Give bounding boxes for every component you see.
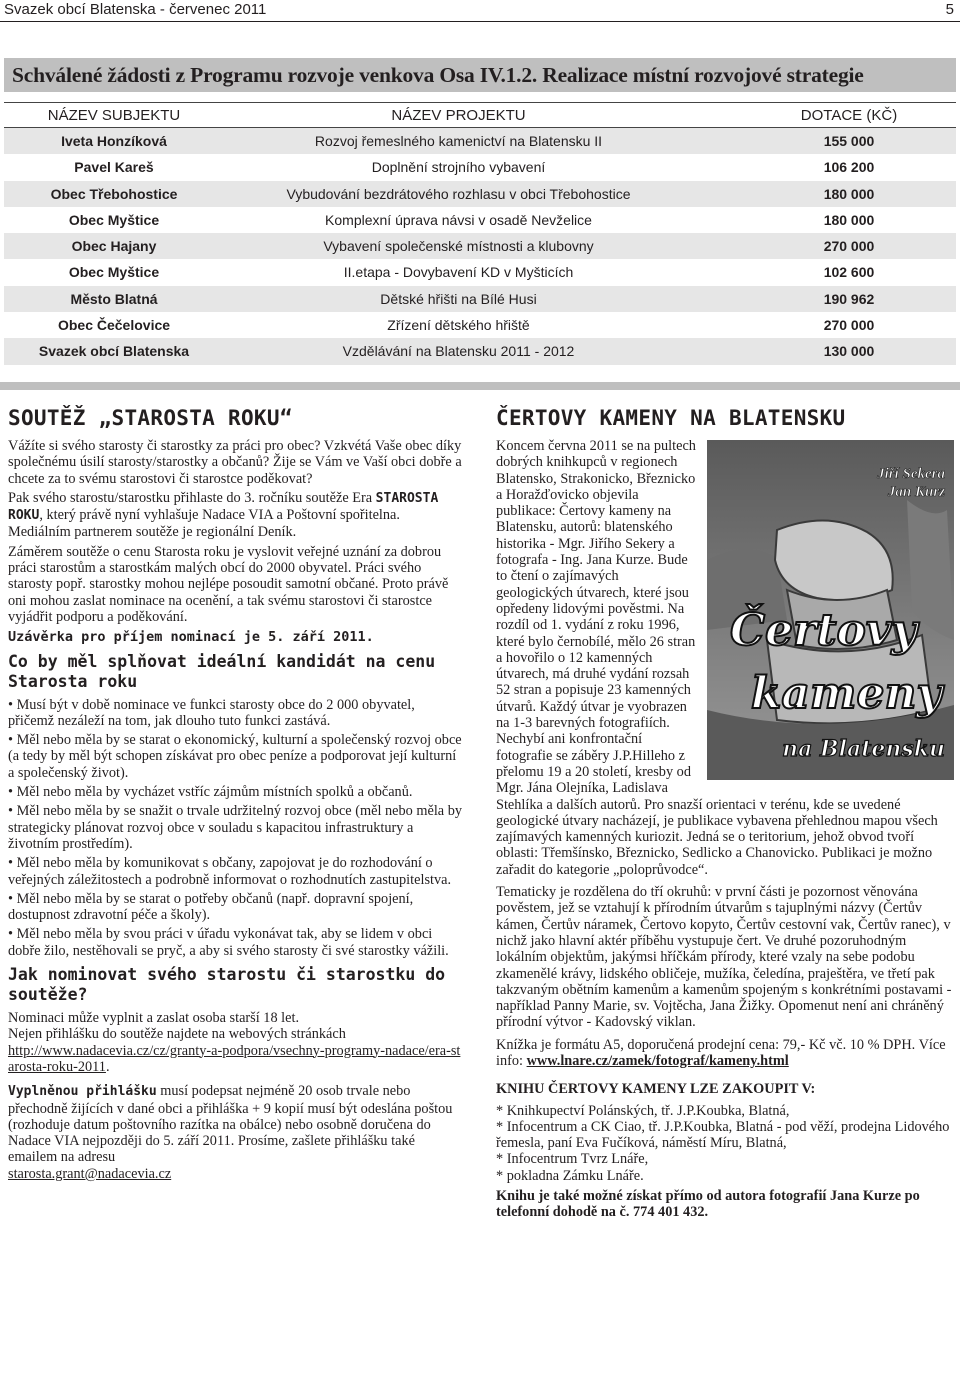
book-price: Knížka je formátu A5, doporučená prodejní cena: 79,- Kč vč. 10 % DPH. Více info: www.lnare.cz/zamek/fotograf/kameny.html [496, 1036, 946, 1069]
table-row [4, 338, 956, 364]
author-contact: Knihu je také možné získat přímo od autora fotografií Jana Kurze po telefonní dohodě na č. 774 401 432. [496, 1188, 920, 1221]
cell-project: Vzdělávání na Blatensku 2011 - 2012 [342, 343, 575, 360]
cell-project: Dětské hřišti na Bílé Husi [380, 290, 537, 307]
cell-subject: Iveta Honzíková [61, 133, 167, 149]
cover-title-3: na Blatensku [782, 736, 945, 762]
cell-grant: 270 000 [823, 238, 875, 255]
program-heading-band [4, 58, 956, 92]
contest-register-paragraph: Pak svého starostu/starostku přihlaste do 3. ročníku soutěže Era STAROSTA ROKU, který právě nyní vyhlašuje Nadace VIA a Poštovní spořitelna. Mediálním partnerem soutěže je regionální Deník. [8, 489, 439, 541]
table-row [4, 312, 956, 338]
cell-grant: 180 000 [823, 185, 875, 202]
table-row [4, 181, 956, 207]
candidate-criterion: • Měl nebo měla by se starat o potřeby občanů (např. dopravní spojení, dostupnost zdravotní péče a školy). [8, 890, 414, 924]
program-heading: Schválené žádosti z Programu rozvoje venkova Osa IV.1.2. Realizace místní rozvojové strategie [12, 63, 864, 87]
cover-title-2: kameny [750, 668, 942, 719]
book-themes: Tematicky je rozdělena do tří okruhů: v první části je pozornost věnována pověstem, jež se vztahují k přírodním útvarům s tajuplnými názvy (Čertův kámen, Čertův náramek, Čertovo kopyto, Čertův cestovní vak, Čertův ranec), v nichž jako hlavní aktér příběhu vystupuje čert. Ve druhé pozoruhodným lokálním objektům, jakýmsi hříčkám přírody, které vzaly na sebe podobu zkamenělé krávy, lidského obličeje, mužíka, čeledína, praještěra, ve třetí pak takzvaným obětním kamenům a kamenům spojeným s konkrétními postavami - například Panny Marie, sv. Vojtěcha, Jana Žižky. Opomenut není ani chráněný přírodní výtvor - Kadovský viklan. [496, 884, 952, 1031]
book-cover-image [707, 440, 954, 780]
cell-project: Vybavení společenské místnosti a klubovny [323, 238, 594, 255]
nomination-link[interactable]: http://www.nadacevia.cz/cz/granty-a-podpora/vsechny-programy-nadace/era-starosta-roku-2011 [8, 1042, 461, 1075]
book-description: Koncem června 2011 se na pultech dobrých knihkupců v regionech Blatensko, Strakonicko, Březnicko a Horažďovicko objevila publikace: Čertovy kameny na Blatensku, autorů: blatenského historika - Mgr. Jiřího Sekery a fotografa - Ing. Jana Kurze. Bude to čtení o zajímavých geologických útvarech, které jsou opředeny lidovými pověstmi. Na rozdíl od 1. vydání z roku 1996, které bylo černobílé, mělo 26 stran a hovořilo o 12 kamenných útvarech, má druhé vydání rozsah 52 stran a popisuje 23 kamenných útvarů. Každý útvar je vyobrazen na 1-3 barevných fotografiích. Nechybí ani konfrontační fotografie se záběry J.P.Hilleho z přelomu 19 a 20 století, kresby od Mgr. Jána Olejníka, Ladislava Stehlíka a dalších autorů. Pro snazší orientaci v terénu, kde se uvedené geologické útvary nacházejí, je publikace vybavena přehlednou mapou všech zajímavých kamenných kuriozit. Jedná se o teritorium, jehož obvod tvoří oblasti: Třemšínsko, Březnicko, Sedlicko a Chanovicko. Publikaci je možno zařadit do kategorie „poloprůvodce“. [496, 438, 938, 878]
book-title: ČERTOVY KAMENY NA BLATENSKU [496, 406, 846, 430]
page-number: 5 [945, 1, 954, 18]
nomination-submit: Vyplněnou přihlášku musí podepsat nejméně 20 osob trvale nebo přechodně žijících v dané obci a přihláška + 9 kopií musí být odeslána poštou (rozhoduje datum poštovního razítka na obálce) nebo osobně doručena do Nadace VIA nejpozději do 5. září 2011. Prosíme, zašlete přihlášku také emailem na adresu starosta.grant@nadacevia.cz [8, 1083, 453, 1182]
book-info-link[interactable]: www.lnare.cz/zamek/fotograf/kameny.html [526, 1052, 789, 1069]
table-row [4, 259, 956, 285]
table-row [4, 233, 956, 259]
list-item: * Knihkupectví Polánských, tř. J.P.Koubka, Blatná, [496, 1102, 790, 1119]
how-to-nominate-heading: Jak nominovat svého starostu či starostku do soutěže? [8, 965, 446, 1005]
list-item: * Infocentrum Tvrz Lnáře, [496, 1151, 649, 1168]
grants-table [4, 102, 956, 365]
book-column [496, 404, 954, 1224]
cell-project: II.etapa - Dovybavení KD v Myšticích [343, 264, 574, 281]
cell-project: Doplnění strojního vybavení [371, 159, 546, 176]
contest-email-link[interactable]: starosta.grant@nadacevia.cz [8, 1165, 172, 1182]
cell-grant: 130 000 [823, 343, 875, 360]
cell-subject: Pavel Kareš [74, 159, 154, 176]
section-divider [0, 382, 960, 390]
candidate-criterion: • Musí být v době nominace ve funkci starosty obce do 2 000 obyvatel, přičemž nezáleží na tom, jak dlouho tuto funkci zastává. [8, 696, 415, 729]
table-header-row [4, 102, 956, 128]
column-header-subject: NÁZEV SUBJEKTU [47, 107, 181, 124]
cell-subject: Obec Čečelovice [57, 317, 171, 334]
table-row [4, 154, 956, 180]
cell-project: Komplexní úprava návsi v osadě Nevželice [325, 211, 592, 228]
candidate-criterion: • Měl nebo měla by komunikovat s občany, zapojovat je do rozhodování o veřejných záležitostech a podrobně informovat o rozhodnutích zastupitelstva. [8, 855, 452, 888]
cell-subject: Obec Hajany [71, 238, 157, 255]
candidate-criterion: • Měl nebo měla by se snažit o trvale udržitelný rozvoj obce (měl nebo měla by strategicky plánovat rozvoj obce v souladu s kapacitou infrastruktury a životním prostředím). [8, 803, 463, 852]
page-header [0, 0, 960, 22]
list-item: * pokladna Zámku Lnáře. [496, 1167, 644, 1184]
shop-list [496, 1103, 954, 1184]
table-row [4, 128, 956, 154]
column-header-project: NÁZEV PROJEKTU [391, 107, 526, 124]
cell-grant: 106 200 [823, 159, 875, 176]
candidate-criterion: • Měl nebo měla by vycházet vstříc zájmům místních spolků a občanů. [8, 784, 413, 801]
nomination-age: Nominaci může vyplnit a zaslat osoba starší 18 let. [8, 1010, 300, 1027]
cell-subject: Obec Myštice [68, 211, 160, 228]
cell-project: Vybudování bezdrátového rozhlasu v obci Třebohostice [286, 185, 631, 202]
cell-subject: Obec Třebohostice [50, 185, 178, 202]
cell-project: Zřízení dětského hřiště [387, 317, 530, 334]
shops-heading: KNIHU ČERTOVY KAMENY LZE ZAKOUPIT V: [496, 1081, 816, 1098]
cell-project: Rozvoj řemeslného kamenictví na Blatensku II [314, 133, 603, 149]
cell-subject: Obec Myštice [68, 264, 160, 281]
contest-name: STAROSTA ROKU [8, 490, 439, 524]
contest-column [8, 404, 464, 1185]
column-header-grant: DOTACE (KČ) [800, 107, 898, 124]
contest-deadline: Uzávěrka pro příjem nominací je 5. září 2011. [8, 629, 374, 646]
ideal-candidate-heading: Co by měl splňovat ideální kandidát na cenu Starosta roku [8, 651, 436, 691]
cell-grant: 155 000 [823, 133, 875, 149]
cell-grant: 102 600 [823, 264, 875, 281]
cell-grant: 190 962 [823, 290, 875, 307]
table-row [4, 207, 956, 233]
cell-grant: 180 000 [823, 211, 875, 228]
candidate-criterion: • Měl nebo měla by svou práci v úřadu vykonávat tak, aby se lidem v obci dobře žilo, nestěhovali se pryč, a aby si svého starosty či své starostky vážili. [8, 926, 449, 959]
table-row [4, 286, 956, 312]
cell-subject: Svazek obcí Blatenska [38, 343, 190, 360]
cell-subject: Město Blatná [70, 290, 158, 307]
contest-intro: Vážíte si svého starosty či starostky za práci pro obec? Vzkvétá Vaše obec díky společnému úsilí starosty/starostky a občanů? Žije se Vám ve Vaší obci dobře a chcete za to svému starostovi či starostce poděkovat? [8, 438, 462, 487]
cover-author-2: Jan Kurz [887, 484, 945, 500]
list-item: * Infocentrum a CK Ciao, tř. J.P.Koubka, Blatná - pod věží, prodejna Lidového řemesla, paní Eva Fučíková, náměstí Míru, Blatná, [496, 1118, 950, 1152]
cover-title-1: Čertovy [730, 605, 917, 656]
candidate-criterion: • Měl nebo měla by se starat o ekonomický, kulturní a společenský rozvoj obce (a tedy by měl být schopen získávat pro obec peníze a podporovat její kulturní a společenský život). [8, 732, 462, 781]
nomination-web: Nejen přihlášku do soutěže najdete na webových stránkách http://www.nadacevia.cz/cz/granty-a-podpora/vsechny-programy-nadace/era-starosta-roku-2011. [8, 1026, 461, 1075]
cover-author-1: Jiří Sekera [877, 466, 945, 482]
contest-title: SOUTĚŽ „STAROSTA ROKU“ [8, 406, 293, 430]
newsletter-title: Svazek obcí Blatenska - červenec 2011 [4, 1, 267, 18]
contest-purpose: Záměrem soutěže o cenu Starosta roku je vyslovit veřejné uznání za dobrou práci starostům a starostkám malých obcí do 2000 obyvatel. Práci svého starosty popř. starostky mohou nejlépe posoudit samotní občané. Proto právě oni mohou zaslat nominace na ocenění, a tak svému starostovi či starostce vyjádřit podporu a poděkování. [8, 543, 449, 625]
cell-grant: 270 000 [823, 317, 875, 334]
